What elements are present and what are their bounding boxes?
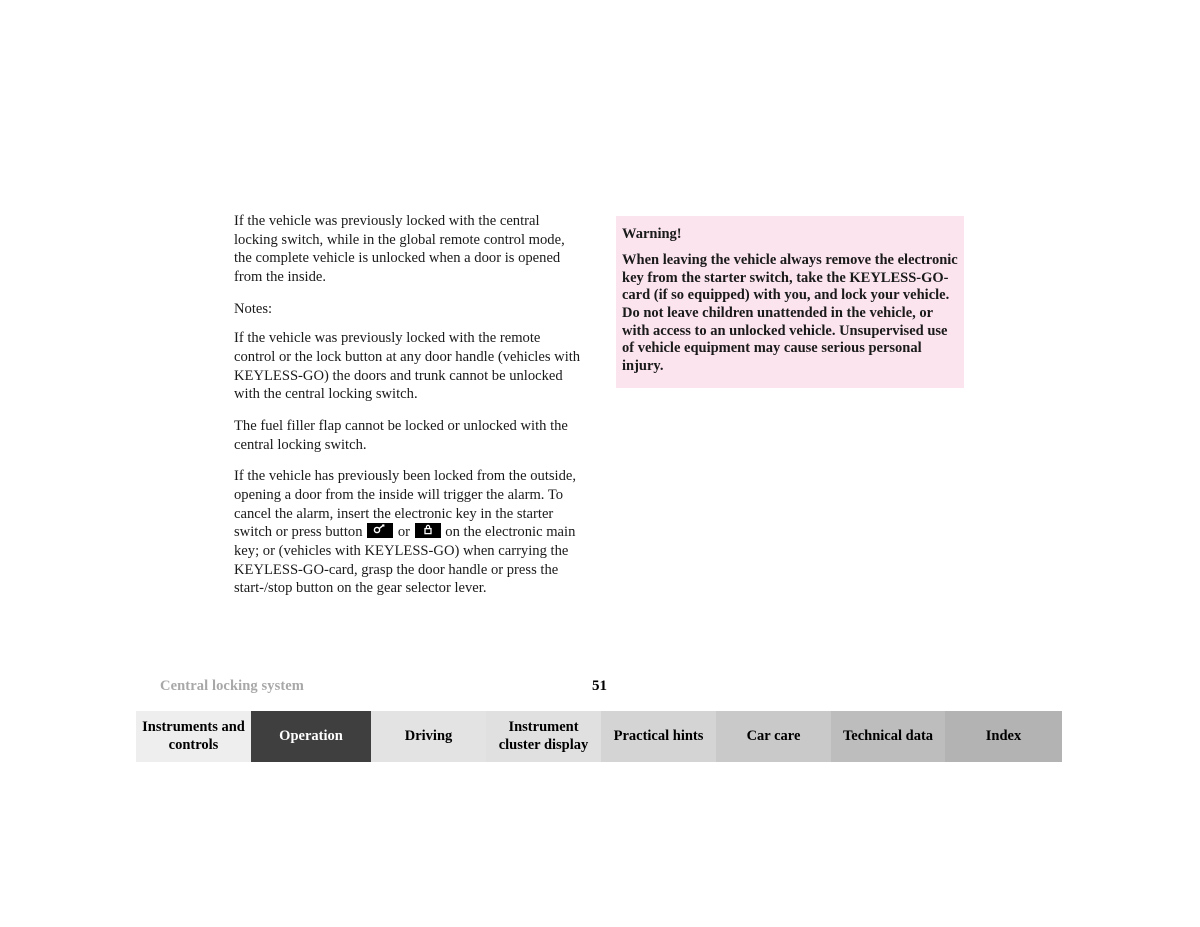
paragraph-central-locking-unlock: If the vehicle was previously locked with the central locking switch, while in the global remote control mode, the complete vehicle is unlocked when a door is opened from the inside. bbox=[234, 213, 565, 286]
unlock-key-icon bbox=[367, 523, 393, 538]
tab-practical-hints[interactable]: Practical hints bbox=[601, 711, 716, 762]
alarm-text-conjunction: or bbox=[397, 524, 410, 541]
paragraph-remote-lock-note: If the vehicle was previously locked with the remote control or the lock button at any door handle (vehicles with KEYLESS-GO) the doors and trunk cannot be unlocked with the central locking switch. bbox=[234, 330, 581, 403]
alarm-text-part1: If the vehicle has previously been locked from the outside, opening a door from the inside will trigger the alarm. To cancel the alarm, insert the electronic key in the starter switch or press button bbox=[234, 468, 577, 541]
warning-title: Warning! bbox=[622, 226, 682, 242]
tab-car-care[interactable]: Car care bbox=[716, 711, 831, 762]
tab-index[interactable]: Index bbox=[945, 711, 1062, 762]
lock-key-icon bbox=[415, 523, 441, 538]
page-number: 51 bbox=[592, 678, 607, 694]
warning-box bbox=[616, 216, 964, 388]
tab-instrument-cluster-display[interactable]: Instrument cluster display bbox=[486, 711, 601, 762]
section-caption: Central locking system bbox=[160, 678, 304, 694]
section-tab-bar bbox=[136, 711, 1062, 762]
tab-instruments-and-controls[interactable]: Instruments and controls bbox=[136, 711, 251, 762]
tab-driving[interactable]: Driving bbox=[371, 711, 486, 762]
alarm-text-part2: on the electronic main key; or (vehicles with KEYLESS-GO) when carrying the KEYLESS-GO-card, grasp the door handle or press the start-/stop button on the gear selector lever. bbox=[234, 524, 576, 597]
main-text-column bbox=[234, 212, 584, 598]
warning-text: When leaving the vehicle always remove the electronic key from the starter switch, take the KEYLESS-GO-card (if so equipped) with you, and lock your vehicle. Do not leave children unattended in the vehicle, or with access to an unlocked vehicle. Unsupervised use of vehicle equipment may cause serious personal injury. bbox=[622, 252, 958, 375]
tab-technical-data[interactable]: Technical data bbox=[831, 711, 945, 762]
tab-operation[interactable]: Operation bbox=[251, 711, 371, 762]
paragraph-alarm-cancel bbox=[234, 467, 584, 598]
paragraph-fuel-filler-flap-note: The fuel filler flap cannot be locked or unlocked with the central locking switch. bbox=[234, 418, 568, 453]
notes-label: Notes: bbox=[234, 300, 273, 317]
